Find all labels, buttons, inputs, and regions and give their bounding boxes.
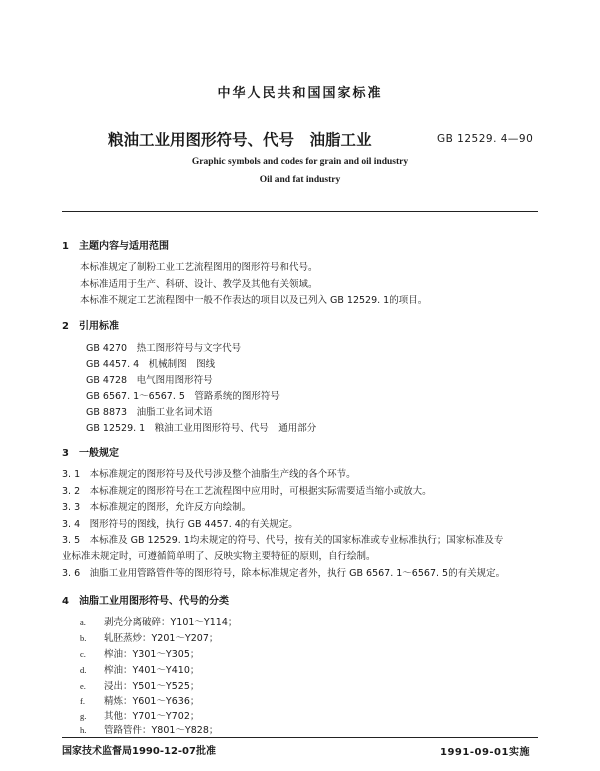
item-letter: b.: [80, 633, 87, 643]
list-item: [80, 614, 237, 628]
approval-date: 国家技术监督局1990-12-07批准: [62, 746, 216, 757]
item-text: 其他：Y701～Y702；: [104, 711, 200, 722]
list-item: [80, 708, 199, 722]
clause: 3. 3 本标准规定的图形，允许反方向绘制。: [62, 502, 252, 513]
list-item: [80, 646, 199, 660]
reference-item: GB 6567. 1～6567. 5 管路系统的图形符号: [86, 391, 280, 402]
reference-item: GB 4270 热工图形符号与文字代号: [86, 343, 242, 354]
section-1-heading: 1 主题内容与适用范围: [62, 241, 169, 252]
paragraph: 本标准适用于生产、科研、设计、教学及其他有关领域。: [80, 279, 318, 290]
item-text: 榨油：Y401～Y410；: [104, 665, 200, 676]
list-item: [80, 693, 199, 707]
item-letter: d.: [80, 665, 87, 675]
item-text: 管路管件：Y801～Y828；: [104, 725, 219, 736]
reference-item: GB 4457. 4 机械制图 图线: [86, 359, 216, 370]
list-item: [80, 722, 218, 736]
document-title: 粮油工业用图形符号、代号 油脂工业: [108, 131, 372, 149]
effective-date: 1991-09-01实施: [440, 747, 530, 758]
clause: 3. 2 本标准规定的图形符号在工艺流程图中应用时，可根据实际需要适当缩小或放大。: [62, 486, 432, 497]
list-item: [80, 630, 218, 644]
english-title-line-1: Graphic symbols and codes for grain and oil industry: [191, 157, 409, 167]
item-letter: c.: [80, 649, 86, 659]
item-letter: g.: [80, 711, 87, 721]
paragraph: 本标准不规定工艺流程图中一般不作表达的项目以及已列入 GB 12529. 1的项目。: [80, 295, 428, 306]
standard-org-header: 中华人民共和国国家标准: [217, 86, 383, 101]
item-letter: a.: [80, 617, 86, 627]
item-letter: f.: [80, 696, 85, 706]
clause: 3. 6 油脂工业用管路管件等的图形符号，除本标准规定者外，执行 GB 6567. 1～6567. 5的有关规定。: [62, 568, 506, 579]
item-letter: h.: [80, 725, 87, 735]
item-letter: e.: [80, 681, 86, 691]
top-divider: [62, 211, 538, 212]
paragraph: 本标准规定了制粉工业工艺流程图用的图形符号和代号。: [80, 262, 318, 273]
standard-number: GB 12529. 4—90: [437, 133, 534, 145]
item-text: 轧胚蒸炒：Y201～Y207；: [104, 633, 219, 644]
reference-item: GB 8873 油脂工业名词术语: [86, 407, 213, 418]
list-item: [80, 678, 199, 692]
reference-item: GB 4728 电气图用图形符号: [86, 375, 213, 386]
item-text: 榨油：Y301～Y305；: [104, 649, 200, 660]
item-text: 剥壳分离破碎：Y101～Y114；: [104, 617, 238, 628]
clause: 3. 4 图形符号的图线，执行 GB 4457. 4的有关规定。: [62, 519, 298, 530]
item-text: 精炼：Y601～Y636；: [104, 696, 200, 707]
clause: 3. 1 本标准规定的图形符号及代号涉及整个油脂生产线的各个环节。: [62, 469, 356, 480]
item-text: 浸出：Y501～Y525；: [104, 681, 200, 692]
section-3-heading: 3 一般规定: [62, 448, 119, 459]
clause-continuation: 业标准未规定时，可遵循简单明了、反映实物主要特征的原则，自行绘制。: [62, 551, 376, 562]
clause: 3. 5 本标准及 GB 12529. 1均未规定的符号、代号，按有关的国家标准或专业标准执行；国家标准及专: [62, 535, 504, 546]
reference-item: GB 12529. 1 粮油工业用图形符号、代号 通用部分: [86, 423, 317, 434]
english-title-line-2: Oil and fat industry: [259, 175, 341, 185]
section-2-heading: 2 引用标准: [62, 321, 119, 332]
section-4-heading: 4 油脂工业用图形符号、代号的分类: [62, 596, 229, 607]
bottom-divider: [62, 737, 538, 738]
list-item: [80, 662, 199, 676]
